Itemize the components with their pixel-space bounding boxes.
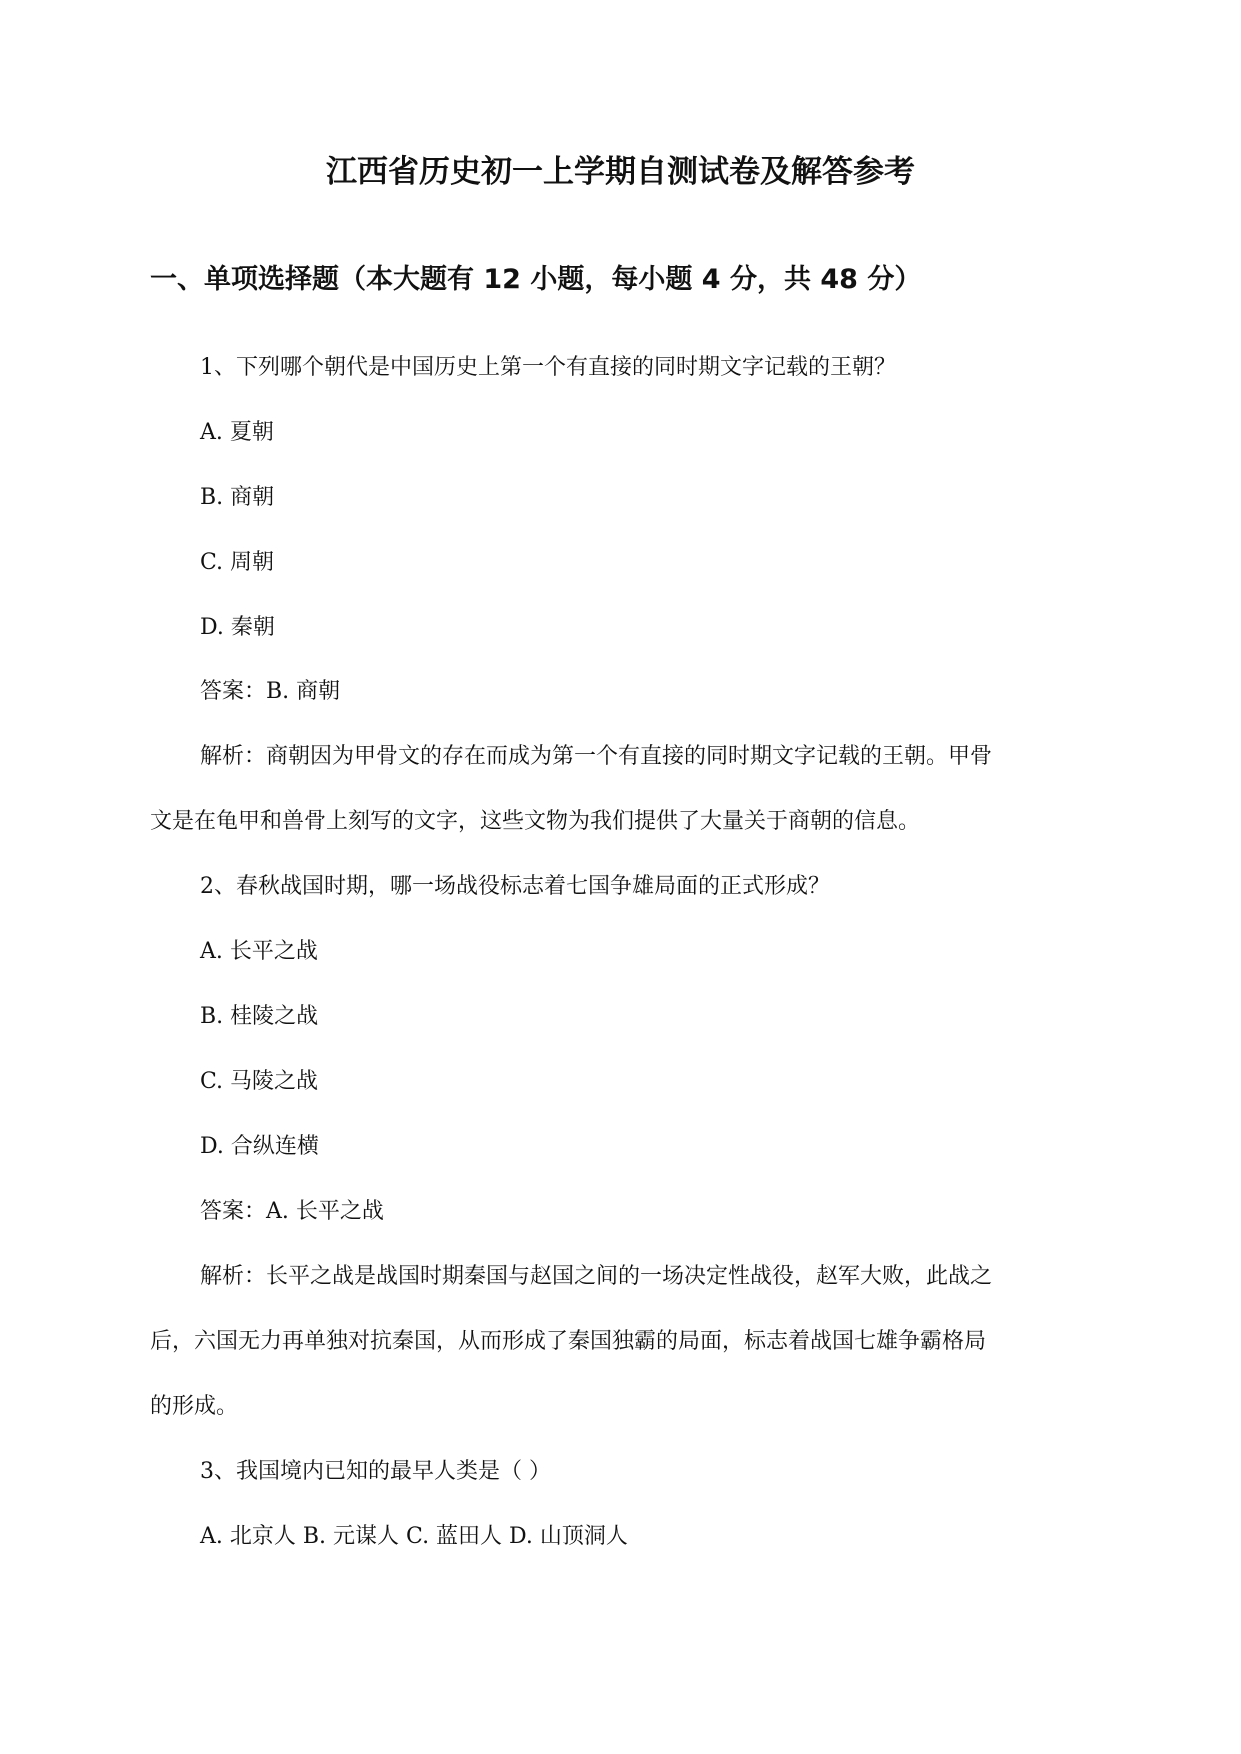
question-2-option-b: B. 桂陵之战 <box>200 1004 319 1029</box>
question-2-option-a: A. 长平之战 <box>200 939 318 964</box>
question-2-answer: 答案：A. 长平之战 <box>200 1199 384 1224</box>
question-1-analysis-line-1: 解析：商朝因为甲骨文的存在而成为第一个有直接的同时期文字记载的王朝。甲骨 <box>200 744 993 769</box>
section-heading: 一、单项选择题（本大题有 12 小题，每小题 4 分，共 48 分） <box>150 264 922 295</box>
question-1-option-d: D. 秦朝 <box>200 615 275 640</box>
question-1-analysis-line-2: 文是在龟甲和兽骨上刻写的文字，这些文物为我们提供了大量关于商朝的信息。 <box>150 809 921 834</box>
question-1-option-a: A. 夏朝 <box>200 420 274 445</box>
question-1-stem: 1、下列哪个朝代是中国历史上第一个有直接的同时期文字记载的王朝？ <box>200 355 896 380</box>
question-2-option-d: D. 合纵连横 <box>200 1134 319 1159</box>
question-1-option-b: B. 商朝 <box>200 485 275 510</box>
document-title: 江西省历史初一上学期自测试卷及解答参考 <box>326 154 915 190</box>
question-2-analysis-line-3: 的形成。 <box>150 1394 239 1419</box>
question-2-stem: 2、春秋战国时期，哪一场战役标志着七国争雄局面的正式形成？ <box>200 874 830 899</box>
question-2-analysis-line-1: 解析：长平之战是战国时期秦国与赵国之间的一场决定性战役，赵军大败，此战之 <box>200 1264 993 1289</box>
question-2-analysis-line-2: 后，六国无力再单独对抗秦国，从而形成了秦国独霸的局面，标志着战国七雄争霸格局 <box>150 1329 987 1354</box>
question-2-option-c: C. 马陵之战 <box>200 1069 319 1094</box>
question-1-answer: 答案：B. 商朝 <box>200 679 341 704</box>
question-1-option-c: C. 周朝 <box>200 550 275 575</box>
question-3-options: A. 北京人 B. 元谋人 C. 蓝田人 D. 山顶洞人 <box>200 1524 628 1549</box>
question-3-stem: 3、我国境内已知的最早人类是（ ） <box>200 1459 551 1484</box>
